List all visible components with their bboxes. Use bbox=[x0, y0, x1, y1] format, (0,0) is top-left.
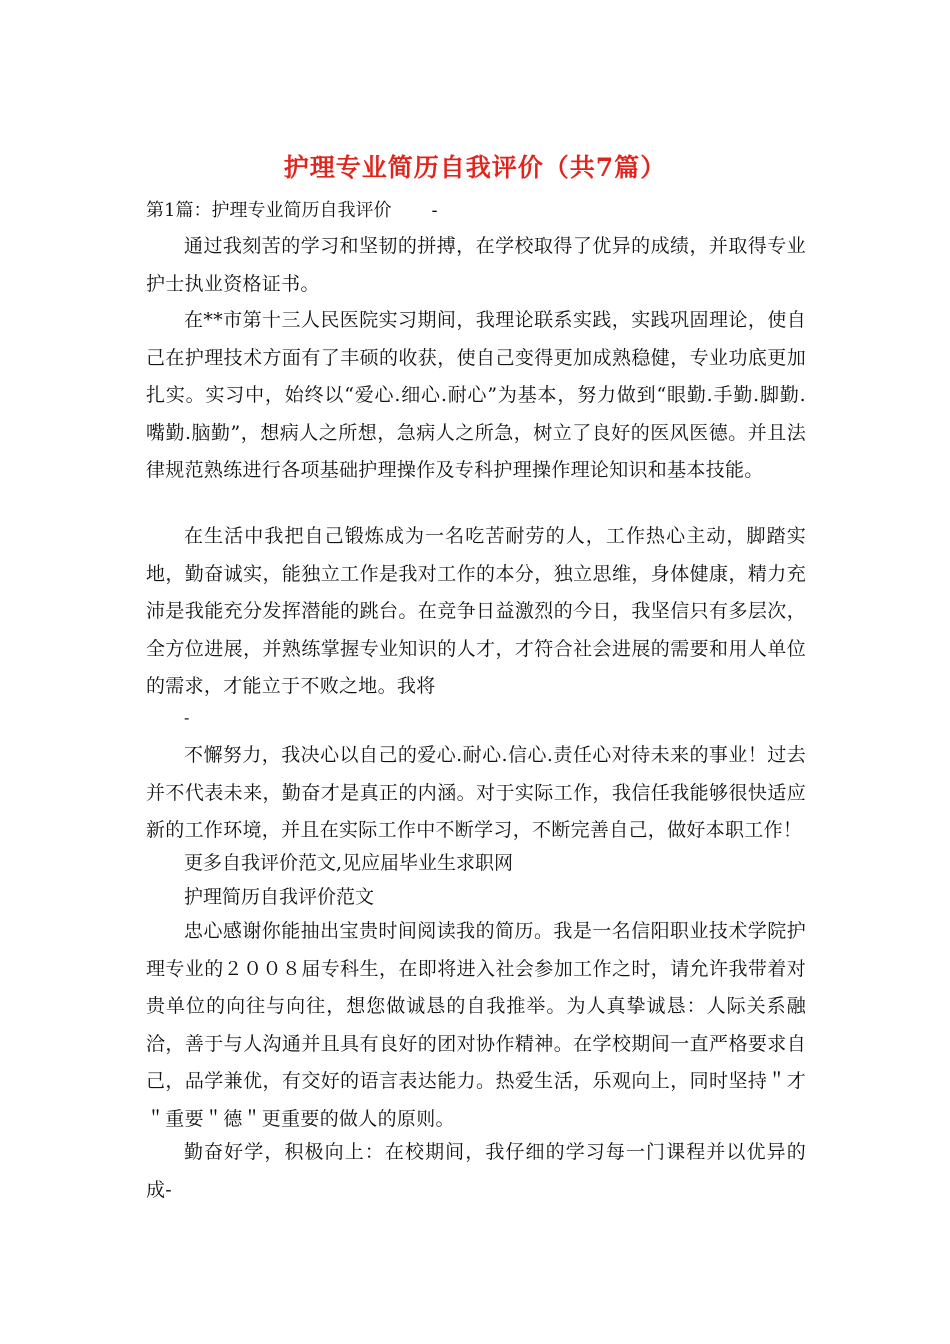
paragraph-2: 在**市第十三人民医院实习期间，我理论联系实践，实践巩固理论，使自己在护理技术方面有了丰硕的收获，使自己变得更加成熟稳健，专业功底更加扎实。实习中，始终以“爱心.细心.耐心”为基本，努力做到“眼勤.手勤.脚勤.嘴勤.脑勤”，想病人之所想，急病人之所急，树立了良好的医风医德。并且法律规范熟练进行各项基础护理操作及专科护理操作理论知识和基本技能。 bbox=[146, 309, 806, 481]
section-heading-dash: - bbox=[431, 200, 438, 221]
document-title: 护理专业简历自我评价（共7篇） bbox=[283, 153, 667, 182]
more-samples-line: 更多自我评价范文,见应届毕业生求职网 bbox=[184, 852, 514, 874]
paragraph-6: 勤奋好学，积极向上：在校期间，我仔细的学习每一门课程并以优异的成- bbox=[146, 1141, 806, 1201]
page-break-dash: - bbox=[184, 708, 190, 727]
section-heading bbox=[146, 198, 438, 224]
paragraph-4: 不懈努力，我决心以自己的爱心.耐心.信心.责任心对待未来的事业！过去并不代表未来，勤奋才是真正的内涵。对于实际工作，我信任我能够很快适应新的工作环境，并且在实际工作中不断学习，不断完善自己，做好本职工作！ bbox=[146, 744, 806, 841]
section-heading-text: 第1篇：护理专业简历自我评价 bbox=[146, 200, 392, 221]
paragraph-5: 忠心感谢你能抽出宝贵时间阅读我的简历。我是一名信阳职业技术学院护理专业的２００８届专科生，在即将进入社会参加工作之时，请允许我带着对贵单位的向往与向往，想您做诚恳的自我推举。为人真挚诚恳：人际关系融洽，善于与人沟通并且具有良好的团对协作精神。在学校期间一直严格要求自己，品学兼优，有交好的语言表达能力。热爱生活，乐观向上，同时坚持＂才＂重要＂德＂更重要的做人的原则。 bbox=[146, 920, 806, 1130]
paragraph-1: 通过我刻苦的学习和坚韧的拼搏，在学校取得了优异的成绩，并取得专业护士执业资格证书。 bbox=[146, 235, 806, 295]
sample-heading-line: 护理简历自我评价范文 bbox=[184, 886, 375, 908]
paragraph-3: 在生活中我把自己锻炼成为一名吃苦耐劳的人，工作热心主动，脚踏实地，勤奋诚实，能独立工作是我对工作的本分，独立思维，身体健康，精力充沛是我能充分发挥潜能的跳台。在竞争日益激烈的今日，我坚信只有多层次，全方位进展，并熟练掌握专业知识的人才，才符合社会进展的需要和用人单位的需求，才能立于不败之地。我将 bbox=[146, 525, 806, 697]
